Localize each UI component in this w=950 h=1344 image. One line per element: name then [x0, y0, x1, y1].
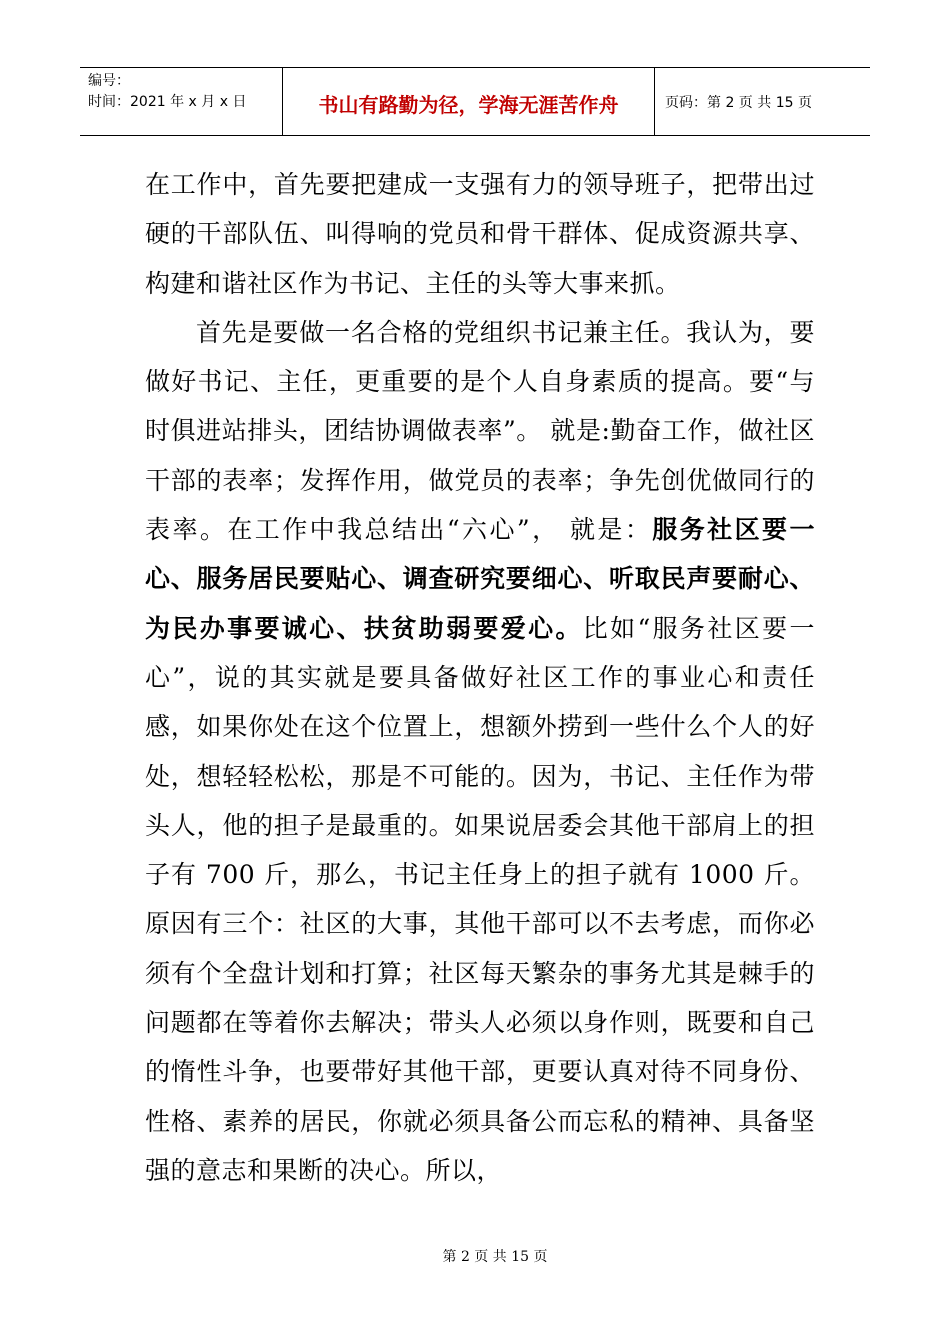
- number-label: 编号：: [88, 73, 130, 89]
- paragraph-2-end: 比如“服务社区要一心”，说的其实就是要具备做好社区工作的事业心和责任感，如果你处在这个位置上，想额外捞到一些什么个人的好处，想轻轻松松，那是不可能的。因为，书记、主任作为带头人，他的担子是最重的。如果说居委会其他干部肩上的担子有 700 斤，那么，书记主任身上的担子就有 1000 斤。原因有三个：社区的大事，其他干部可以不去考虑，而你必须有个全盘计划和打算；社区每天繁杂的事务尤其是棘手的问题都在等着你去解决；带头人必须以身作则，既要和自己的惰性斗争，也要带好其他干部，更要认真对待不同身份、性格、素养的居民，你就必须具备公而忘私的精神、具备坚强的意志和果断的决心。所以，: [145, 613, 815, 1185]
- paragraph-1: 在工作中，首先要把建成一支强有力的领导班子，把带出过硬的干部队伍、叫得响的党员和骨干群体、促成资源共享、构建和谐社区作为书记、主任的头等大事来抓。: [145, 170, 815, 298]
- six-hearts-bold-text: 服务社区要一心、服务居民要贴心、调查研究要细心、听取民声要耐心、为民办事要诚心、扶贫助弱要爱心。: [145, 515, 815, 643]
- header-meta: [80, 68, 283, 135]
- header-motto: 书山有路勤为径，学海无涯苦作舟: [283, 68, 655, 135]
- paragraph-2-start: 首先是要做一名合格的党组织书记兼主任。我认为，要做好书记、主任，更重要的是个人自身素质的提高。要“与时俱进站排头，团结协调做表率”。 就是:勤奋工作，做社区干部的表率；发挥作用，做党员的表率；争先创优做同行的表率。在工作中我总结出“六心”， 就是：: [145, 317, 815, 545]
- header-page-label: 页码：第 2 页 共 15 页: [665, 94, 812, 111]
- paragraph-2: [145, 308, 815, 1195]
- time-label: 时间：2021 年 x 月 x 日: [88, 94, 247, 110]
- page-header: [80, 67, 870, 136]
- document-body: [145, 160, 815, 1195]
- page-footer: 第 2 页 共 15 页: [442, 1249, 548, 1265]
